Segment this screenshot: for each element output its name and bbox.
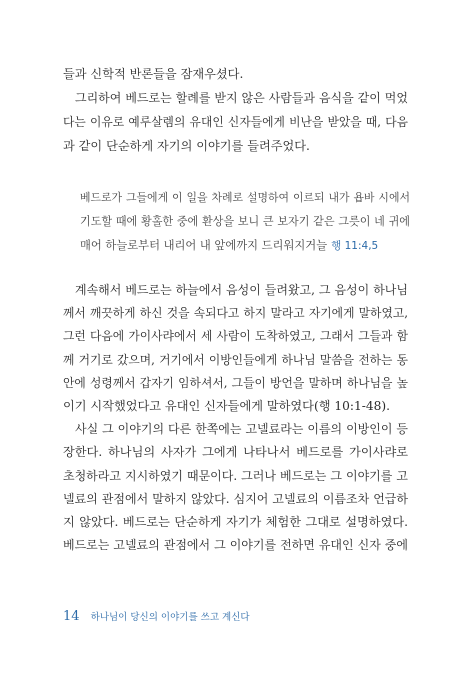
- body-text-line: 께 거기로 갔으며, 거기에서 이방인들에게 하나님 말씀을 전하는 동: [63, 352, 408, 367]
- body-text-line: 지 않았다. 베드로는 단순하게 자기가 체험한 그대로 설명하였다.: [63, 514, 408, 529]
- scripture-reference: 행 11:4,5: [331, 240, 379, 252]
- running-title: 하나님이 당신의 이야기를 쓰고 계신다: [90, 612, 250, 623]
- body-text-line: 다는 이유로 예루살렘의 유대인 신자들에게 비난을 받았을 때, 다음: [63, 115, 408, 129]
- body-text-line: 께서 깨끗하게 하신 것을 속되다고 하지 말라고 자기에게 말하였고,: [63, 306, 408, 321]
- scripture-quote: [80, 186, 410, 258]
- main-paragraphs: [63, 279, 408, 557]
- body-text-line: 베드로는 고넬료의 관점에서 그 이야기를 전하면 유대인 신자 중에: [63, 538, 408, 553]
- body-text-line: 그런 다음에 가이사랴에서 세 사람이 도착하였고, 그래서 그들과 함: [63, 329, 408, 344]
- body-text-line: 초청하라고 지시하였기 때문이다. 그러나 베드로는 그 이야기를 고: [63, 468, 408, 483]
- body-text-line: 사실 그 이야기의 다른 한쪽에는 고넬료라는 이름의 이방인이 등: [75, 422, 408, 437]
- body-text-line: 넬료의 관점에서 말하지 않았다. 심지어 고넬료의 이름조차 언급하: [63, 491, 408, 506]
- quote-line-final: [80, 234, 410, 258]
- page-number: 14: [63, 609, 80, 624]
- quote-line: 베드로가 그들에게 이 일을 차례로 설명하여 이르되 내가 욥바 시에서: [80, 191, 410, 204]
- body-text-line: 들과 신학적 반론들을 잠재우셨다.: [63, 67, 244, 81]
- body-text-line: 과 같이 단순하게 자기의 이야기를 들려주었다.: [63, 139, 310, 153]
- body-text-line: 이기 시작했었다고 유대인 신자들에게 말하였다(행 10:1-48).: [63, 398, 390, 413]
- intro-paragraphs: [63, 62, 408, 158]
- quote-line: 기도할 때에 황홀한 중에 환상을 보니 큰 보자기 같은 그릇이 네 귀에: [80, 215, 410, 228]
- body-text-line: 계속해서 베드로는 하늘에서 음성이 들려왔고, 그 음성이 하나님: [75, 283, 408, 297]
- body-text-line: 안에 성령께서 갑자기 임하셔서, 그들이 방언을 말하며 하나님을 높: [63, 375, 408, 390]
- body-text-line: 장한다. 하나님의 사자가 그에게 나타나서 베드로를 가이사랴로: [63, 445, 408, 460]
- body-text-line: 그리하여 베드로는 할례를 받지 않은 사람들과 음식을 같이 먹었: [75, 91, 408, 105]
- page-footer: [63, 605, 250, 624]
- quote-text: 매어 하늘로부터 내리어 내 앞에까지 드리워지거늘: [80, 239, 328, 252]
